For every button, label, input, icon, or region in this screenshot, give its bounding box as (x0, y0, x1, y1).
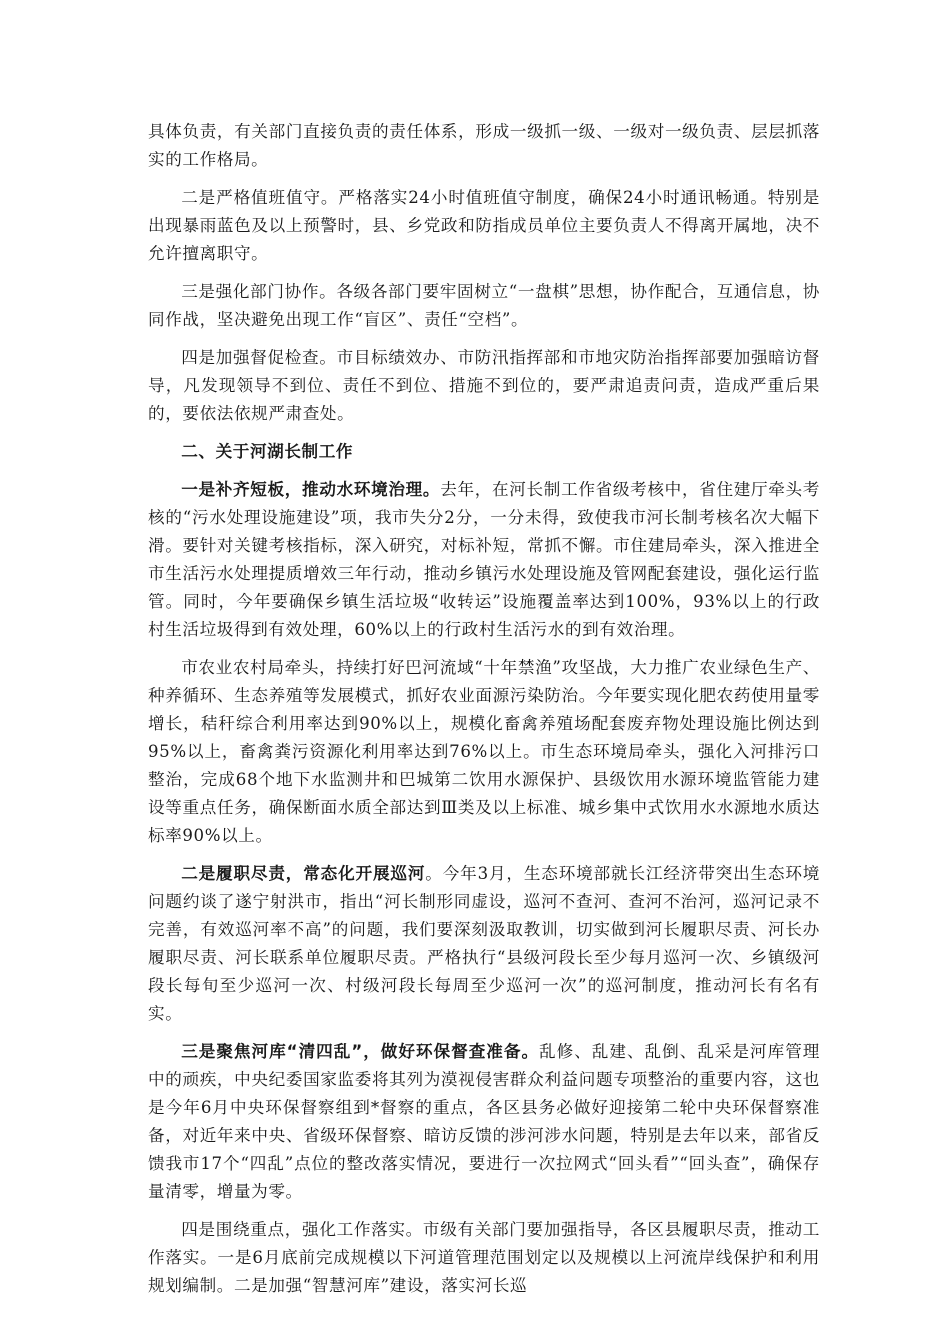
paragraph-patrol (148, 860, 820, 1028)
paragraph-four-chaos (148, 1038, 820, 1206)
paragraph-coordination: 三是强化部门协作。各级各部门要牢固树立“一盘棋”思想，协作配合，互通信息，协同作战，坚决避免出现工作“盲区”、责任“空档”。 (148, 282, 820, 329)
paragraph-0: 具体负责，有关部门直接负责的责任体系，形成一级抓一级、一级对一级负责、层层抓落实的工作格局。 (148, 122, 820, 169)
paragraph-water-environment (148, 476, 820, 644)
paragraph-body: 。今年3月，生态环境部就长江经济带突出生态环境问题约谈了遂宁射洪市，指出“河长制形同虚设，巡河不查河、查河不治河，巡河记录不完善，有效巡河率不高”的问题，我们要深刻汲取教训，切实做到河长履职尽责、河长办履职尽责、河长联系单位履职尽责。严格执行“县级河段长至少每月巡河一次、乡镇级河段长每旬至少巡河一次、村级河段长每周至少巡河一次”的巡河制度，推动河长有名有实。 (148, 864, 820, 1023)
paragraph-lead-bold: 一是补齐短板，推动水环境治理。 (181, 480, 441, 499)
paragraph-duty: 二是严格值班值守。严格落实24小时值班值守制度，确保24小时通讯畅通。特别是出现暴雨蓝色及以上预警时，县、乡党政和防指成员单位主要负责人不得离开属地，决不允许擅离职守。 (148, 188, 820, 263)
paragraph-agriculture: 市农业农村局牵头，持续打好巴河流域“十年禁渔”攻坚战，大力推广农业绿色生产、种养循环、生态养殖等发展模式，抓好农业面源污染防治。今年要实现化肥农药使用量零增长，秸秆综合利用率达到90%以上，规模化畜禽养殖场配套废弃物处理设施比例达到95%以上，畜禽粪污资源化利用率达到76%以上。市生态环境局牵头，强化入河排污口整治，完成68个地下水监测井和巴城第二饮用水源保护、县级饮用水源环境监管能力建设等重点任务，确保断面水质全部达到Ⅲ类及以上标准、城乡集中式饮用水水源地水质达标率90%以上。 (148, 658, 820, 845)
document-page (148, 118, 820, 1310)
paragraph-implementation: 四是围绕重点，强化工作落实。市级有关部门要加强指导，各区县履职尽责，推动工作落实。一是6月底前完成规模以下河道管理范围划定以及规模以上河流岸线保护和利用规划编制。二是加强“智慧河库”建设，落实河长巡 (148, 1220, 820, 1295)
paragraph-lead-bold: 三是聚焦河库“清四乱”，做好环保督查准备。 (181, 1042, 540, 1061)
paragraph-lead-bold: 二是履职尽责，常态化开展巡河 (181, 864, 426, 883)
paragraph-supervision: 四是加强督促检查。市目标绩效办、市防汛指挥部和市地灾防治指挥部要加强暗访督导，凡发现领导不到位、责任不到位、措施不到位的，要严肃追责问责，造成严重后果的，要依法依规严肃查处。 (148, 348, 820, 423)
paragraph-body: 乱修、乱建、乱倒、乱采是河库管理中的顽疾，中央纪委国家监委将其列为漠视侵害群众利益问题专项整治的重要内容，这也是今年6月中央环保督察组到*督察的重点，各区县务必做好迎接第二轮中央环保督察准备，对近年来中央、省级环保督察、暗访反馈的涉河涉水问题，特别是去年以来，部省反馈我市17个“四乱”点位的整改落实情况，要进行一次拉网式“回头看”“回头查”，确保存量清零，增量为零。 (148, 1042, 820, 1201)
paragraph-body: 去年，在河长制工作省级考核中，省住建厅牵头考核的“污水处理设施建设”项，我市失分2分，一分未得，致使我市河长制考核名次大幅下滑。要针对关键考核指标，深入研究，对标补短，常抓不懈。市住建局牵头，深入推进全市生活污水处理提质增效三年行动，推动乡镇污水处理设施及管网配套建设，强化运行监管。同时，今年要确保乡镇生活垃圾“收转运”设施覆盖率达到100%，93%以上的行政村生活垃圾得到有效处理，60%以上的行政村生活污水的到有效治理。 (148, 480, 821, 639)
section-heading-river-chief: 二、关于河湖长制工作 (181, 442, 354, 461)
